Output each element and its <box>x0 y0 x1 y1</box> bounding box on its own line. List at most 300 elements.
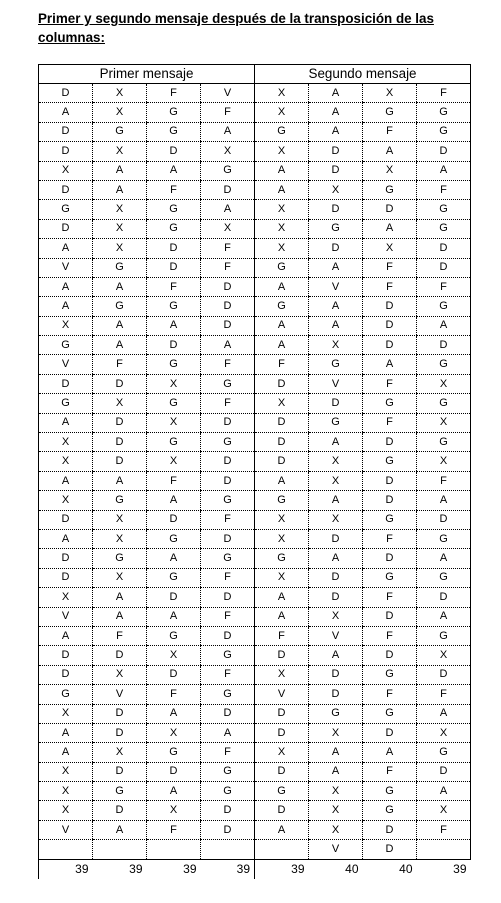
table-cell: D <box>93 433 147 452</box>
table-cell: D <box>309 665 363 684</box>
table-cell: D <box>309 568 363 587</box>
table-cell: X <box>363 161 417 180</box>
table-cell: A <box>309 433 363 452</box>
table-cell: D <box>147 258 201 277</box>
table-cell: F <box>417 820 471 839</box>
table-cell: A <box>201 336 255 355</box>
table-cell: X <box>417 374 471 393</box>
table-cell: D <box>201 626 255 645</box>
table-row <box>39 336 471 355</box>
table-cell: F <box>417 277 471 296</box>
table-cell: G <box>255 491 309 510</box>
table-cell: D <box>255 762 309 781</box>
table-cell: D <box>417 665 471 684</box>
table-cell: D <box>363 646 417 665</box>
column-total: 39 <box>453 862 467 876</box>
table-cell: D <box>309 394 363 413</box>
table-cell: G <box>363 510 417 529</box>
table-cell: D <box>39 180 93 199</box>
table-cell: A <box>201 200 255 219</box>
table-cell: F <box>255 626 309 645</box>
table-cell: F <box>363 277 417 296</box>
table-row <box>39 413 471 432</box>
table-row <box>39 258 471 277</box>
table-cell: V <box>255 685 309 704</box>
table-cell: X <box>255 743 309 762</box>
table-row <box>39 103 471 122</box>
table-cell: G <box>417 219 471 238</box>
table-cell: G <box>147 626 201 645</box>
table-cell: X <box>93 84 147 103</box>
table-cell: A <box>417 316 471 335</box>
table-cell: G <box>363 801 417 820</box>
table-row <box>39 200 471 219</box>
table-cell: D <box>417 588 471 607</box>
table-cell: X <box>39 316 93 335</box>
table-cell: D <box>201 471 255 490</box>
table-cell: A <box>255 180 309 199</box>
table-cell: G <box>417 355 471 374</box>
table-cell: F <box>363 762 417 781</box>
table-cell <box>147 840 201 859</box>
table-cell <box>201 840 255 859</box>
table-cell: D <box>201 588 255 607</box>
table-cell: F <box>201 239 255 258</box>
table-cell: F <box>363 413 417 432</box>
table-cell: A <box>93 180 147 199</box>
table-cell: A <box>39 723 93 742</box>
table-cell: X <box>309 820 363 839</box>
table-cell: A <box>417 549 471 568</box>
table-cell: V <box>201 84 255 103</box>
table-cell: A <box>255 820 309 839</box>
table-cell: G <box>255 782 309 801</box>
table-cell: X <box>39 452 93 471</box>
table-cell: X <box>255 103 309 122</box>
table-cell: D <box>93 723 147 742</box>
table-cell: D <box>417 258 471 277</box>
table-cell: A <box>39 529 93 548</box>
table-cell: F <box>201 743 255 762</box>
table-cell: G <box>363 452 417 471</box>
table-cell: G <box>363 180 417 199</box>
table-cell: X <box>39 161 93 180</box>
table-cell: X <box>93 665 147 684</box>
table-cell: G <box>93 297 147 316</box>
table-row <box>39 801 471 820</box>
table-row <box>39 394 471 413</box>
table-cell: X <box>417 801 471 820</box>
table-cell: A <box>147 161 201 180</box>
table-cell: G <box>309 704 363 723</box>
table-cell: X <box>309 452 363 471</box>
table-cell: A <box>309 258 363 277</box>
table-row <box>39 491 471 510</box>
table-cell: D <box>363 820 417 839</box>
table-cell: D <box>309 161 363 180</box>
table-cell: D <box>363 433 417 452</box>
table-cell <box>39 840 93 859</box>
table-cell: G <box>147 103 201 122</box>
table-cell: A <box>255 336 309 355</box>
table-cell: X <box>147 646 201 665</box>
table-cell: X <box>309 782 363 801</box>
table-cell: X <box>255 219 309 238</box>
table-row <box>39 374 471 393</box>
column-total: 39 <box>236 862 250 876</box>
column-total: 39 <box>183 862 197 876</box>
table-cell: A <box>255 316 309 335</box>
table-cell: A <box>309 743 363 762</box>
table-cell: F <box>255 355 309 374</box>
table-cell: V <box>39 607 93 626</box>
table-cell: D <box>363 471 417 490</box>
table-row <box>39 510 471 529</box>
table-cell: G <box>93 549 147 568</box>
table-cell: G <box>417 568 471 587</box>
table-cell: X <box>147 374 201 393</box>
table-cell: A <box>39 277 93 296</box>
header-first-message: Primer mensaje <box>39 65 255 84</box>
table-cell: G <box>147 394 201 413</box>
table-cell: G <box>417 297 471 316</box>
table-cell: D <box>147 665 201 684</box>
column-total: 39 <box>255 859 309 879</box>
table-cell: X <box>417 723 471 742</box>
table-row <box>39 704 471 723</box>
table-cell: G <box>417 200 471 219</box>
table-cell: G <box>309 413 363 432</box>
table-cell: D <box>39 549 93 568</box>
table-cell: G <box>417 103 471 122</box>
table-cell: X <box>255 665 309 684</box>
table-cell: D <box>363 316 417 335</box>
table-cell: D <box>417 336 471 355</box>
table-cell: D <box>39 374 93 393</box>
table-row <box>39 685 471 704</box>
table-cell: A <box>255 607 309 626</box>
table-cell: F <box>201 258 255 277</box>
table-cell: A <box>309 646 363 665</box>
table-cell: G <box>309 219 363 238</box>
table-row <box>39 743 471 762</box>
table-cell: A <box>93 588 147 607</box>
table-cell: G <box>201 646 255 665</box>
table-cell: A <box>93 820 147 839</box>
table-cell: X <box>255 200 309 219</box>
table-row <box>39 607 471 626</box>
table-cell: D <box>201 180 255 199</box>
table-cell: X <box>39 433 93 452</box>
table-cell: A <box>309 84 363 103</box>
table-cell: A <box>417 607 471 626</box>
table-row <box>39 277 471 296</box>
table-cell: D <box>201 316 255 335</box>
table-cell: D <box>93 413 147 432</box>
table-cell: A <box>309 491 363 510</box>
table-cell: X <box>309 510 363 529</box>
table-row <box>39 84 471 103</box>
table-cell: G <box>39 336 93 355</box>
table-cell: X <box>147 723 201 742</box>
table-cell: X <box>255 84 309 103</box>
table-cell: F <box>363 588 417 607</box>
table-cell: D <box>147 336 201 355</box>
table-cell: G <box>201 782 255 801</box>
table-cell: D <box>39 122 93 141</box>
column-total: 40 <box>345 862 359 876</box>
table-cell: A <box>417 491 471 510</box>
table-cell: X <box>39 588 93 607</box>
table-row <box>39 433 471 452</box>
table-cell: D <box>309 142 363 161</box>
table-cell: A <box>39 103 93 122</box>
table-cell: F <box>147 277 201 296</box>
table-cell: F <box>417 84 471 103</box>
table-cell: F <box>417 180 471 199</box>
table-cell: D <box>201 704 255 723</box>
table-cell: X <box>93 510 147 529</box>
table-cell: A <box>93 161 147 180</box>
table-cell: F <box>201 607 255 626</box>
table-cell: V <box>93 685 147 704</box>
table-cell: G <box>93 258 147 277</box>
table-cell: V <box>309 374 363 393</box>
table-cell: A <box>147 549 201 568</box>
table-cell: X <box>417 413 471 432</box>
table-cell: A <box>255 588 309 607</box>
page-title: Primer y segundo mensaje después de la transposición de las columnas: <box>38 11 434 45</box>
table-cell: A <box>201 723 255 742</box>
table-cell: D <box>201 413 255 432</box>
table-cell: X <box>363 84 417 103</box>
table-cell: F <box>201 568 255 587</box>
table-cell: F <box>363 122 417 141</box>
table-cell: A <box>39 413 93 432</box>
table-cell: D <box>255 452 309 471</box>
table-cell: G <box>201 549 255 568</box>
table-cell: G <box>147 355 201 374</box>
table-cell: A <box>363 355 417 374</box>
header-second-message: Segundo mensaje <box>255 65 471 84</box>
table-cell: D <box>255 801 309 820</box>
table-row <box>39 452 471 471</box>
table-cell: D <box>309 588 363 607</box>
table-cell: G <box>363 568 417 587</box>
column-total: 40 <box>399 862 413 876</box>
table-cell: V <box>309 277 363 296</box>
table-cell: X <box>309 801 363 820</box>
table-cell: D <box>363 297 417 316</box>
table-cell <box>255 840 309 859</box>
table-cell: X <box>39 704 93 723</box>
table-row <box>39 180 471 199</box>
table-row <box>39 646 471 665</box>
table-cell: G <box>39 394 93 413</box>
table-cell: D <box>147 239 201 258</box>
table-cell: G <box>417 626 471 645</box>
table-cell: A <box>147 704 201 723</box>
table-cell: D <box>201 452 255 471</box>
column-total: 39 <box>129 862 143 876</box>
table-row <box>39 762 471 781</box>
table-cell: G <box>363 782 417 801</box>
table-cell: G <box>39 200 93 219</box>
table-cell: F <box>147 180 201 199</box>
table-cell: A <box>147 316 201 335</box>
table-row <box>39 568 471 587</box>
table-cell: D <box>39 665 93 684</box>
table-cell: D <box>39 142 93 161</box>
table-cell: A <box>363 142 417 161</box>
table-row <box>39 239 471 258</box>
table-cell: D <box>39 510 93 529</box>
table-cell: G <box>201 374 255 393</box>
table-cell: X <box>201 142 255 161</box>
table-cell: X <box>93 529 147 548</box>
totals-row <box>38 859 471 879</box>
table-cell: A <box>255 277 309 296</box>
table-cell: V <box>39 355 93 374</box>
table-cell: D <box>363 336 417 355</box>
table-cell: G <box>201 491 255 510</box>
table-cell: D <box>363 840 417 859</box>
table-row <box>39 588 471 607</box>
table-cell: F <box>201 394 255 413</box>
table-cell: X <box>93 200 147 219</box>
table-cell: F <box>93 355 147 374</box>
table-cell: F <box>201 510 255 529</box>
table-cell: F <box>363 374 417 393</box>
table-cell: X <box>309 607 363 626</box>
table-cell: X <box>255 529 309 548</box>
table-cell: F <box>363 529 417 548</box>
table-cell: D <box>93 452 147 471</box>
table-cell: X <box>363 239 417 258</box>
table-cell: X <box>93 394 147 413</box>
table-cell: D <box>39 568 93 587</box>
table-cell: F <box>201 355 255 374</box>
table-cell: F <box>147 471 201 490</box>
table-cell: D <box>417 510 471 529</box>
table-cell: A <box>39 239 93 258</box>
table-cell: G <box>309 355 363 374</box>
table-cell: D <box>201 297 255 316</box>
table-cell: X <box>255 239 309 258</box>
table-cell: A <box>417 161 471 180</box>
table-row <box>39 549 471 568</box>
transposition-table <box>38 64 471 860</box>
table-cell: F <box>147 685 201 704</box>
table-cell: X <box>417 646 471 665</box>
table-cell: D <box>93 762 147 781</box>
table-row <box>39 529 471 548</box>
table-row <box>39 142 471 161</box>
column-total: 39 <box>39 859 93 879</box>
table-cell: A <box>417 782 471 801</box>
table-cell: V <box>309 626 363 645</box>
table-cell: D <box>417 142 471 161</box>
table-cell: G <box>39 685 93 704</box>
table-cell: X <box>255 394 309 413</box>
table-cell: A <box>255 161 309 180</box>
table-cell: D <box>363 491 417 510</box>
table-cell: X <box>39 801 93 820</box>
table-row <box>39 122 471 141</box>
table-cell: A <box>147 782 201 801</box>
table-cell: X <box>309 723 363 742</box>
table-cell: A <box>201 122 255 141</box>
table-cell: F <box>417 471 471 490</box>
table-cell: V <box>39 258 93 277</box>
table-cell: D <box>417 762 471 781</box>
table-cell: D <box>93 704 147 723</box>
table-cell: A <box>39 626 93 645</box>
table-cell: A <box>309 297 363 316</box>
table-cell: A <box>309 316 363 335</box>
table-cell: X <box>93 103 147 122</box>
table-cell: G <box>201 685 255 704</box>
table-cell: F <box>201 103 255 122</box>
table-cell: G <box>255 258 309 277</box>
table-cell: D <box>255 704 309 723</box>
table-row <box>39 665 471 684</box>
table-cell: D <box>309 529 363 548</box>
table-cell: G <box>147 743 201 762</box>
table-cell: D <box>147 762 201 781</box>
table-cell: G <box>93 782 147 801</box>
table-cell: F <box>363 626 417 645</box>
table-cell: G <box>201 161 255 180</box>
table-cell: X <box>93 142 147 161</box>
table-cell: A <box>255 471 309 490</box>
table-cell: G <box>147 200 201 219</box>
table-cell: D <box>147 588 201 607</box>
table-cell: G <box>147 122 201 141</box>
table-cell: X <box>201 219 255 238</box>
table-cell: D <box>255 646 309 665</box>
table-row <box>39 219 471 238</box>
table-cell: D <box>309 239 363 258</box>
table-cell: G <box>417 743 471 762</box>
table-cell: V <box>309 840 363 859</box>
table-row <box>39 626 471 645</box>
table-cell: G <box>201 762 255 781</box>
table-cell <box>417 840 471 859</box>
table-cell: A <box>93 336 147 355</box>
table-cell: D <box>201 801 255 820</box>
table-cell: D <box>363 200 417 219</box>
table-row <box>39 471 471 490</box>
table-row <box>39 161 471 180</box>
table-row <box>39 782 471 801</box>
table-cell: X <box>93 219 147 238</box>
header-row <box>39 65 471 84</box>
table-cell: A <box>309 762 363 781</box>
table-row <box>39 723 471 742</box>
table-cell: D <box>39 646 93 665</box>
table-cell: G <box>255 297 309 316</box>
table-cell: A <box>39 471 93 490</box>
table-cell: F <box>417 685 471 704</box>
table-cell: X <box>93 239 147 258</box>
table-cell: X <box>255 568 309 587</box>
table-cell: D <box>363 549 417 568</box>
table-cell: A <box>363 219 417 238</box>
table-cell: F <box>201 665 255 684</box>
table-cell: D <box>417 239 471 258</box>
table-cell: D <box>147 510 201 529</box>
